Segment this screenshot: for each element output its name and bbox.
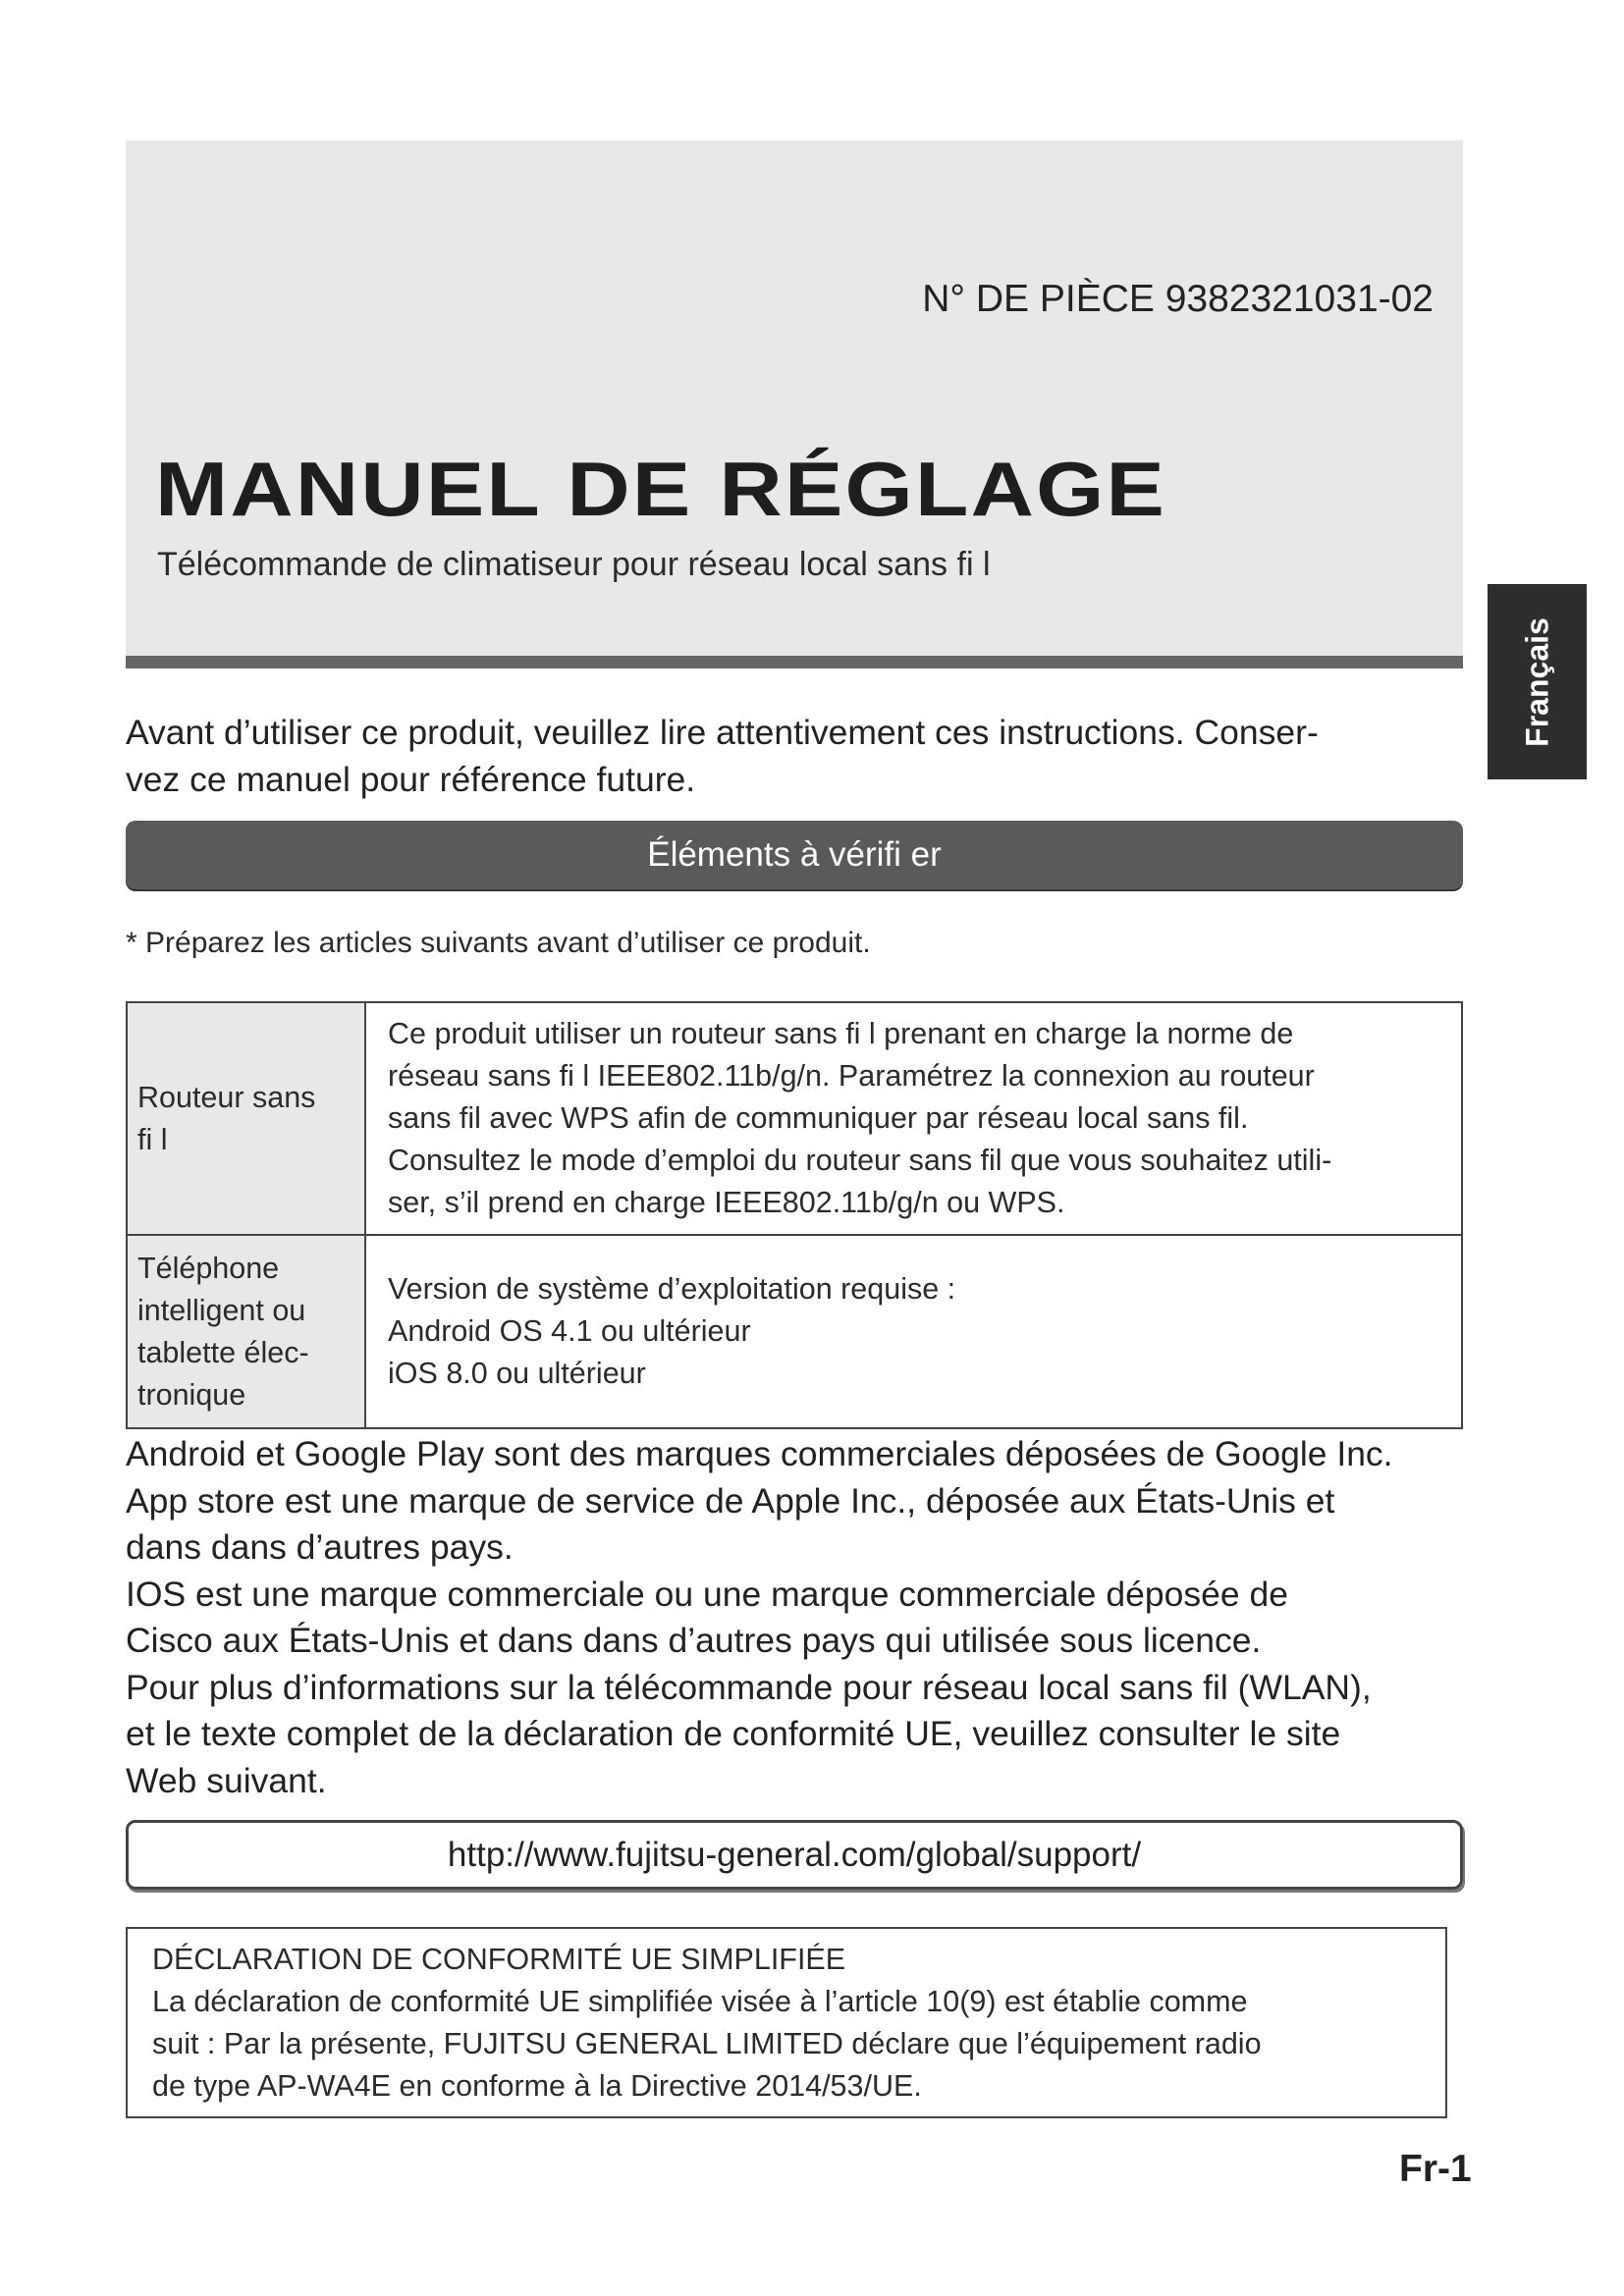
label-line: tronique bbox=[137, 1377, 246, 1412]
row-label-router bbox=[127, 1002, 365, 1235]
description-line: ser, s’il prend en charge IEEE802.11b/g/n ou WPS. bbox=[388, 1186, 1065, 1219]
trademark-line: dans dans d’autres pays. bbox=[126, 1527, 514, 1567]
trademark-line: Pour plus d’informations sur la télécommande pour réseau local sans fil (WLAN), bbox=[126, 1667, 1372, 1707]
label-line: fi l bbox=[137, 1122, 168, 1156]
label-line: intelligent ou bbox=[137, 1293, 306, 1327]
label-line: Téléphone bbox=[137, 1251, 280, 1285]
trademark-line: App store est une marque de service de Apple Inc., déposée aux États-Unis et bbox=[126, 1480, 1335, 1521]
label-line: Routeur sans bbox=[137, 1080, 316, 1114]
row-label-smartphone bbox=[127, 1235, 365, 1428]
description-line: sans fil avec WPS afin de communiquer par réseau local sans fil. bbox=[388, 1101, 1249, 1135]
support-url-box bbox=[126, 1820, 1463, 1890]
description-line: Consultez le mode d’emploi du routeur sans fil que vous souhaitez utili- bbox=[388, 1144, 1332, 1177]
row-description-router bbox=[365, 1002, 1462, 1235]
declaration-line: suit : Par la présente, FUJITSU GENERAL LIMITED déclare que l’équipement radio bbox=[152, 2027, 1262, 2060]
row-description-smartphone bbox=[365, 1235, 1462, 1428]
part-number: N° DE PIÈCE 9382321031-02 bbox=[922, 278, 1434, 320]
intro-line: Avant d’utiliser ce produit, veuillez lire attentivement ces instructions. Conser- bbox=[126, 713, 1319, 752]
table-row bbox=[127, 1235, 1462, 1428]
intro-line: vez ce manuel pour référence future. bbox=[126, 760, 696, 799]
support-url-link[interactable]: http://www.fujitsu-general.com/global/support/ bbox=[447, 1836, 1142, 1874]
document-title: MANUEL DE RÉGLAGE bbox=[155, 446, 1167, 532]
trademark-line: et le texte complet de la déclaration de conformité UE, veuillez consulter le site bbox=[126, 1714, 1341, 1753]
trademark-line: Android et Google Play sont des marques commerciales déposées de Google Inc. bbox=[126, 1434, 1393, 1473]
declaration-box bbox=[126, 1927, 1447, 2118]
description-line: réseau sans fi l IEEE802.11b/g/n. Paramétrez la connexion au routeur bbox=[388, 1059, 1315, 1093]
trademark-line: Web suivant. bbox=[126, 1760, 327, 1800]
section-heading: Éléments à vérifi er bbox=[647, 835, 942, 874]
declaration-line: La déclaration de conformité UE simplifiée visée à l’article 10(9) est établie comme bbox=[152, 1985, 1248, 2018]
trademark-line: IOS est une marque commerciale ou une marque commerciale déposée de bbox=[126, 1574, 1288, 1614]
language-tab bbox=[1488, 584, 1587, 779]
description-line: Version de système d’exploitation requise : bbox=[388, 1272, 956, 1306]
requirements-table bbox=[126, 1001, 1463, 1429]
label-line: tablette élec- bbox=[137, 1335, 309, 1369]
page-number: Fr-1 bbox=[1399, 2148, 1472, 2190]
intro-paragraph bbox=[126, 709, 1481, 803]
preparation-note: * Préparez les articles suivants avant d’utiliser ce produit. bbox=[126, 927, 871, 959]
declaration-heading: DÉCLARATION DE CONFORMITÉ UE SIMPLIFIÉE bbox=[152, 1943, 846, 1976]
description-line: Android OS 4.1 ou ultérieur bbox=[388, 1314, 751, 1348]
description-line: iOS 8.0 ou ultérieur bbox=[388, 1357, 646, 1390]
document-subtitle: Télécommande de climatiseur pour réseau local sans fi l bbox=[157, 546, 991, 583]
description-line: Ce produit utiliser un routeur sans fi l prenant en charge la norme de bbox=[388, 1017, 1294, 1050]
declaration-line: de type AP-WA4E en conforme à la Directive 2014/53/UE. bbox=[152, 2069, 922, 2103]
table-row bbox=[127, 1002, 1462, 1235]
trademark-line: Cisco aux États-Unis et dans dans d’autres pays qui utilisée sous licence. bbox=[126, 1621, 1262, 1660]
header-divider bbox=[126, 656, 1463, 668]
section-heading-bar bbox=[126, 821, 1463, 889]
language-tab-label: Français bbox=[1519, 616, 1554, 747]
trademark-paragraph bbox=[126, 1431, 1481, 1804]
